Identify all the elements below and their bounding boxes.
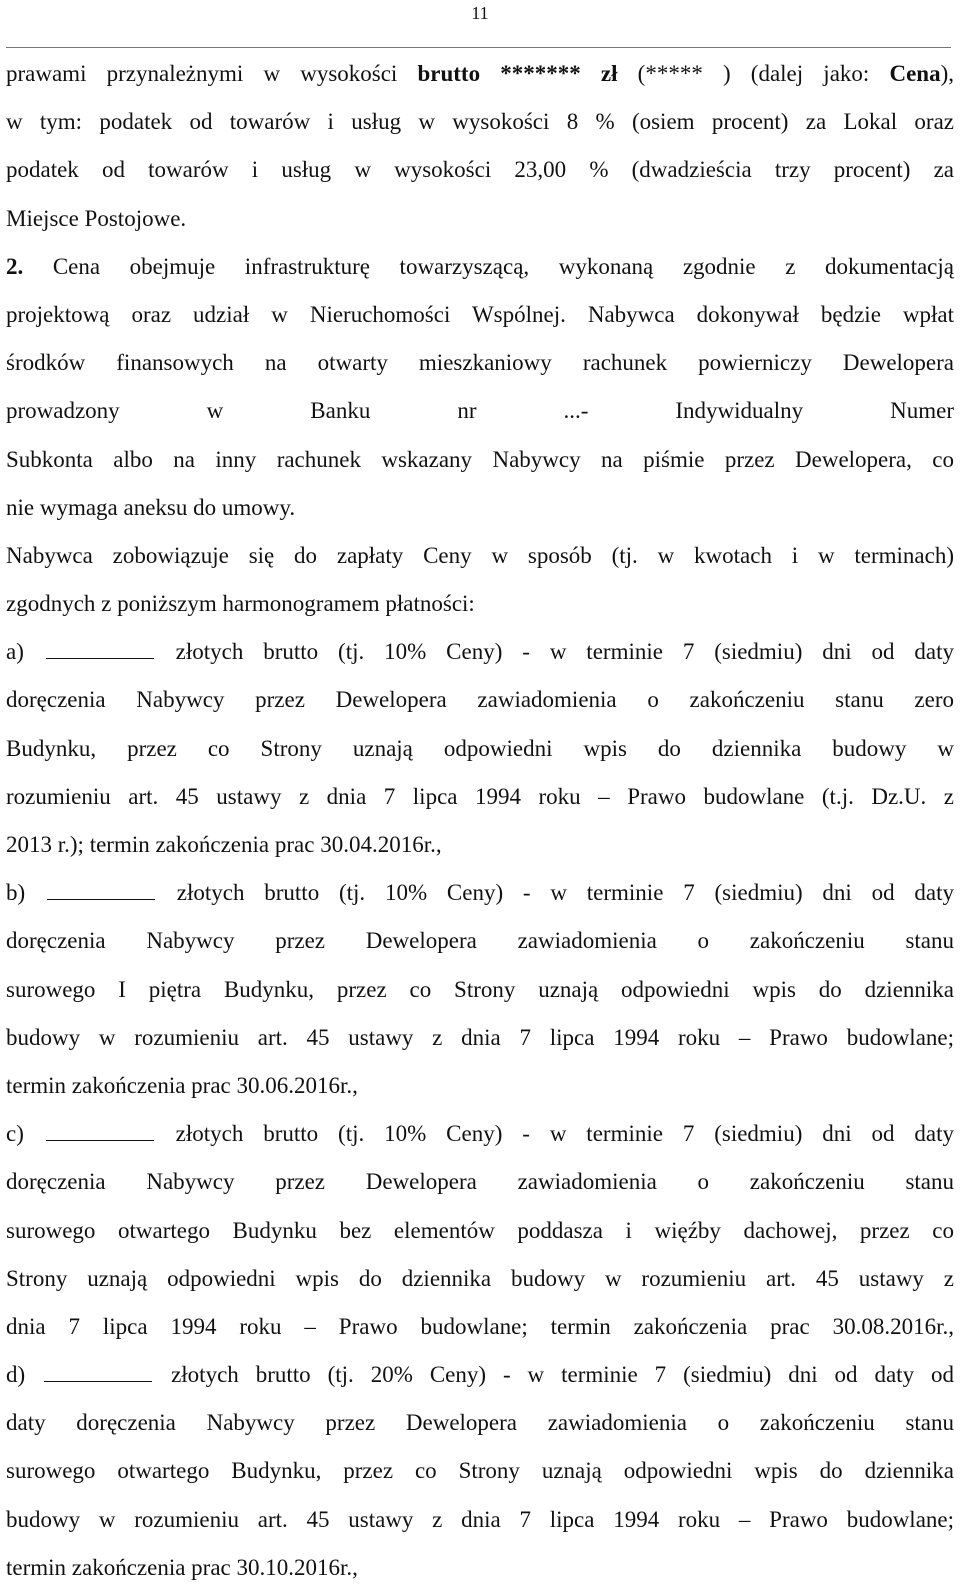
price-line-1: prawami przynależnymi w wysokości brutto ******* zł (***** ) (dalej jako: Cena), — [6, 61, 955, 86]
point-2-line-2: projektową oraz udział w Nieruchomości Wspólnej. Nabywca dokonywał będzie wpłat — [6, 301, 954, 327]
point-2-line-6: nie wymaga aneksu do umowy. — [6, 494, 296, 520]
installment-label: c) — [6, 1121, 24, 1147]
amount-blank — [46, 638, 154, 659]
installment-c-line-2: doręczenia Nabywcy przez Dewelopera zawiadomienia o zakończeniu stanu — [6, 1169, 954, 1195]
installment-a-line-2: doręczenia Nabywcy przez Dewelopera zawiadomienia o zakończeniu stanu zero — [6, 687, 954, 713]
installment-d-line-3: surowego otwartego Budynku, przez co Strony uznają odpowiedni wpis do dziennika — [6, 1458, 954, 1484]
schedule-intro-line-2: zgodnych z poniższym harmonogramem płatności: — [6, 591, 475, 617]
installment-a-line-5: 2013 r.); termin zakończenia prac 30.04.2016r., — [6, 832, 442, 857]
point-2-line-5: Subkonta albo na inny rachunek wskazany Nabywcy na piśmie przez Dewelopera, co — [6, 446, 954, 472]
installment-a-line-4: rozumieniu art. 45 ustawy z dnia 7 lipca 1994 roku – Prawo budowlane (t.j. Dz.U. z — [6, 783, 954, 809]
price-term: Cena — [889, 61, 941, 86]
amount-blank — [44, 1361, 152, 1382]
installment-c-line-4: Strony uznają odpowiedni wpis do dziennika budowy w rozumieniu art. 45 ustawy z — [6, 1265, 954, 1291]
price-line-4: Miejsce Postojowe. — [6, 205, 187, 231]
installment-b-line-3: surowego I piętra Budynku, przez co Strony uznają odpowiedni wpis do dziennika — [6, 976, 954, 1002]
point-2-line-1: 2. Cena obejmuje infrastrukturę towarzyszącą, wykonaną zgodnie z dokumentacją — [6, 253, 954, 279]
amount-blank — [47, 879, 155, 900]
installment-b-line-4: budowy w rozumieniu art. 45 ustawy z dnia 7 lipca 1994 roku – Prawo budowlane; — [6, 1024, 954, 1050]
price-line-3: podatek od towarów i usług w wysokości 23,00 % (dwadzieścia trzy procent) za — [6, 157, 954, 183]
installment-d-line-5: termin zakończenia prac 30.10.2016r., — [6, 1554, 358, 1580]
installment-b-line-2: doręczenia Nabywcy przez Dewelopera zawiadomienia o zakończeniu stanu — [6, 928, 954, 954]
installment-c-line-3: surowego otwartego Budynku bez elementów poddasza i więźby dachowej, przez co — [6, 1217, 954, 1243]
installment-label: d) — [6, 1362, 26, 1388]
installment-d-line-2: daty doręczenia Nabywcy przez Dewelopera zawiadomienia o zakończeniu stanu — [6, 1410, 954, 1436]
installment-b-line-1: b) złotych brutto (tj. 10% Ceny) - w terminie 7 (siedmiu) dni od daty — [6, 880, 954, 906]
price-line-2: w tym: podatek od towarów i usług w wysokości 8 % (osiem procent) za Lokal oraz — [6, 109, 954, 135]
installment-label: b) — [6, 880, 26, 906]
header-rule — [6, 47, 951, 48]
installment-label: a) — [6, 639, 24, 665]
installment-d-line-4: budowy w rozumieniu art. 45 ustawy z dnia 7 lipca 1994 roku – Prawo budowlane; — [6, 1506, 954, 1532]
point-2-line-3: środków finansowych na otwarty mieszkaniowy rachunek powierniczy Dewelopera — [6, 350, 954, 376]
installment-b-line-5: termin zakończenia prac 30.06.2016r., — [6, 1072, 358, 1098]
gross-price: brutto ******* zł — [417, 61, 618, 86]
amount-blank — [46, 1120, 154, 1141]
schedule-intro-line-1: Nabywca zobowiązuje się do zapłaty Ceny w sposób (tj. w kwotach i w terminach) — [6, 542, 954, 568]
point-2-line-4: prowadzony w Banku nr ...- Indywidualny Numer — [6, 398, 954, 424]
document-body — [6, 50, 954, 1592]
point-2-number: 2. — [6, 253, 24, 279]
installment-c-line-5: dnia 7 lipca 1994 roku – Prawo budowlane; termin zakończenia prac 30.08.2016r., — [6, 1313, 954, 1339]
page-number: 11 — [471, 3, 489, 23]
installment-a-line-1: a) złotych brutto (tj. 10% Ceny) - w terminie 7 (siedmiu) dni od daty — [6, 639, 954, 665]
installment-d-line-1: d) złotych brutto (tj. 20% Ceny) - w terminie 7 (siedmiu) dni od daty od — [6, 1362, 955, 1388]
installment-a-line-3: Budynku, przez co Strony uznają odpowiedni wpis do dziennika budowy w — [6, 735, 954, 761]
installment-c-line-1: c) złotych brutto (tj. 10% Ceny) - w terminie 7 (siedmiu) dni od daty — [6, 1121, 954, 1147]
